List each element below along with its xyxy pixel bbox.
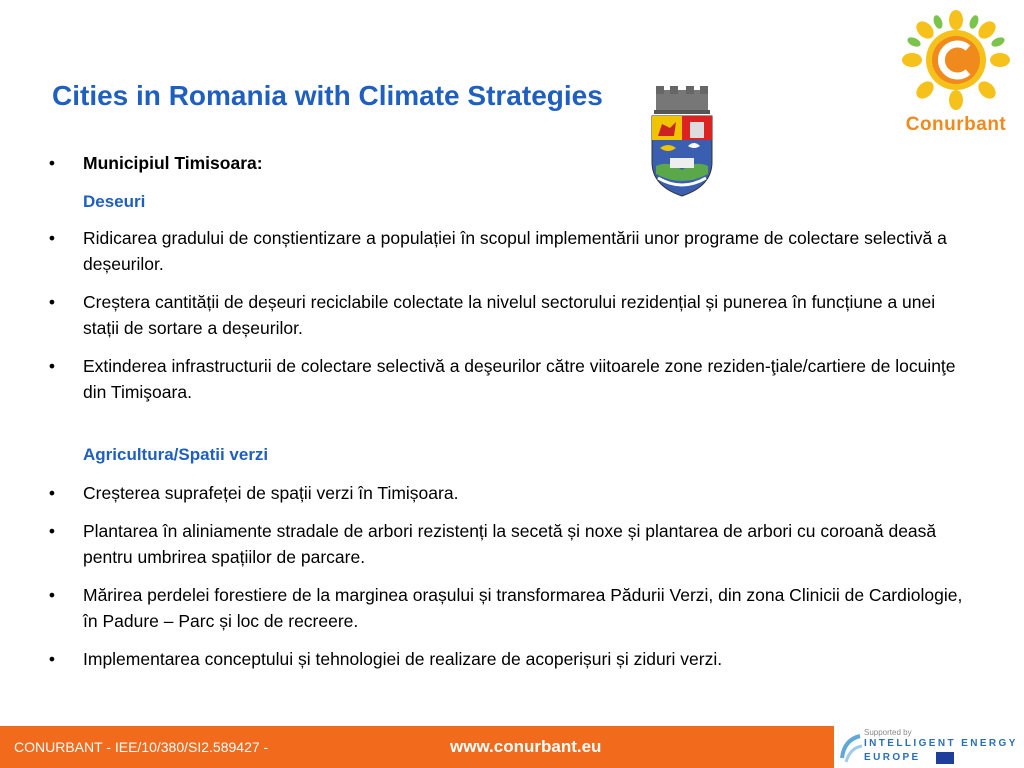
conurbant-logo bbox=[896, 10, 1016, 136]
list-item bbox=[42, 353, 972, 405]
footer-bar bbox=[0, 726, 834, 768]
list-item-text: Creștera cantității de deșeuri reciclabile colectate la nivelul sectorului rezidențial și punerea în funcțiune a unei stații de sortare a deșeurilor. bbox=[83, 292, 936, 338]
iee-swirl-icon bbox=[838, 728, 864, 766]
list-item-text: Plantarea în aliniamente stradale de arbori rezistenți la secetă și noxe și plantarea de arbori cu coroană deasă pentru umbrirea spațiilor de parcare. bbox=[83, 521, 937, 567]
iee-text-line2: EUROPE bbox=[864, 752, 921, 763]
municipality-heading: Municipiul Timisoara: bbox=[83, 153, 263, 173]
list-item bbox=[42, 582, 972, 634]
website-link[interactable]: www.conurbant.eu bbox=[450, 737, 602, 756]
list-item bbox=[42, 518, 972, 570]
bullet-icon: • bbox=[48, 585, 56, 605]
list-item-text: Implementarea conceptului și tehnologiei de realizare de acoperișuri și ziduri verzi. bbox=[83, 649, 723, 669]
list-item-text: Ridicarea gradului de conștientizare a populației în scopul implementării unor programe de colectare selectivă a deșeurilor. bbox=[83, 228, 947, 274]
supported-by-text: Supported by bbox=[864, 728, 912, 737]
bullet-icon: • bbox=[48, 292, 56, 312]
bullet-icon: • bbox=[48, 153, 56, 173]
iee-text-line1: INTELLIGENT ENERGY bbox=[864, 738, 1018, 749]
list-item bbox=[42, 480, 972, 506]
logo-text: Conurbant bbox=[905, 114, 1007, 135]
sun-icon bbox=[896, 10, 1016, 110]
list-item-text: Extinderea infrastructurii de colectare selectivă a deşeurilor către viitoarele zone reziden-ţiale/cartiere de locuinţe din Timişoara. bbox=[83, 356, 956, 402]
section-title: Deseuri bbox=[83, 192, 146, 211]
section-title: Agricultura/Spatii verzi bbox=[83, 445, 269, 464]
bullet-icon: • bbox=[48, 483, 56, 503]
section-heading-deseuri bbox=[42, 188, 972, 215]
slide-content bbox=[42, 150, 972, 672]
list-item-text: Creșterea suprafeței de spații verzi în Timișoara. bbox=[83, 483, 459, 503]
bullet-icon: • bbox=[48, 649, 56, 669]
section-heading-agricultura bbox=[42, 441, 972, 468]
project-code: CONURBANT - IEE/10/380/SI2.589427 - bbox=[14, 739, 269, 755]
heading-row bbox=[42, 150, 972, 176]
eu-flag-icon bbox=[936, 752, 954, 764]
list-item bbox=[42, 225, 972, 277]
page-title: Cities in Romania with Climate Strategies bbox=[52, 80, 603, 111]
list-item bbox=[42, 289, 972, 341]
list-item-text: Mărirea perdelei forestiere de la marginea orașului și transformarea Pădurii Verzi, din zona Clinicii de Cardiologie, în Padure – Parc și loc de recreere. bbox=[83, 585, 963, 631]
bullet-icon: • bbox=[48, 521, 56, 541]
bullet-icon: • bbox=[48, 356, 56, 376]
bullet-icon: • bbox=[48, 228, 56, 248]
list-item bbox=[42, 646, 972, 672]
iee-logo bbox=[836, 726, 1024, 768]
